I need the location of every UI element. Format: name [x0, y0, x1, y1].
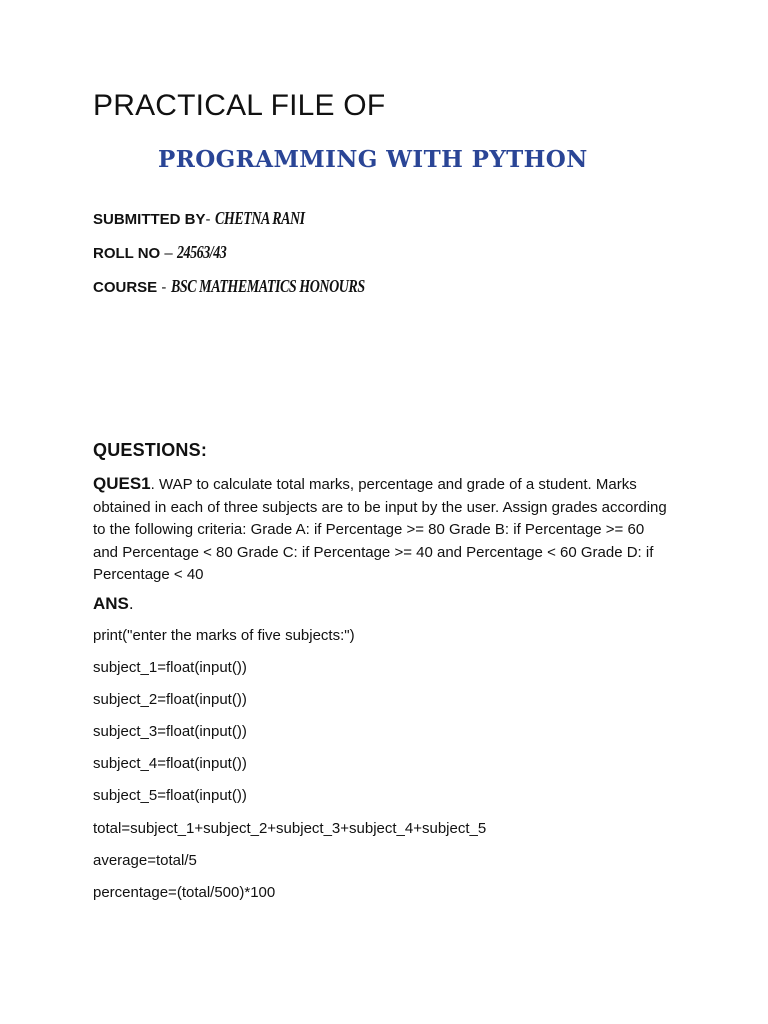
course-row — [93, 276, 419, 297]
code-line: average=total/5 — [93, 851, 197, 869]
answer-label: ANS — [93, 594, 129, 613]
document-title: PRACTICAL FILE OF — [93, 89, 386, 122]
code-line: percentage=(total/500)*100 — [93, 883, 276, 901]
submitted-by-row — [93, 208, 330, 229]
roll-number-row — [93, 242, 240, 263]
code-line: total=subject_1+subject_2+subject_3+subject_4+subject_5 — [93, 819, 487, 837]
answer-label-dot: . — [128, 594, 134, 613]
code-line: print("enter the marks of five subjects:") — [93, 627, 355, 644]
document-subtitle: PROGRAMMING WITH PYTHON — [158, 146, 588, 173]
code-line: subject_5=float(input()) — [93, 787, 247, 805]
course-value: BSC MATHEMATICS HONOURS — [170, 276, 365, 296]
question-1 — [93, 473, 668, 587]
submitted-by-value: CHETNA RANI — [214, 208, 305, 228]
code-line: subject_3=float(input()) — [93, 723, 247, 741]
submitted-by-separator: - — [205, 211, 211, 228]
code-line: subject_2=float(input()) — [93, 691, 247, 709]
roll-number-separator: – — [164, 245, 173, 262]
question-1-label: QUES1 — [93, 474, 151, 493]
roll-number-value: 24563/43 — [176, 242, 227, 262]
code-line: subject_1=float(input()) — [93, 659, 247, 677]
code-line: subject_4=float(input()) — [93, 755, 247, 773]
submitted-by-label: SUBMITTED BY — [93, 211, 206, 228]
course-separator: - — [161, 279, 167, 296]
python-code-answer — [93, 626, 486, 915]
questions-heading: QUESTIONS: — [93, 440, 208, 460]
roll-number-label: ROLL NO — [93, 245, 161, 262]
course-label: COURSE — [93, 279, 158, 296]
answer-heading — [93, 594, 134, 614]
question-1-text: . WAP to calculate total marks, percentage and grade of a student. Marks obtained in each of three subjects are to be input by the user. Assign grades according to the following criteria: Grade A: if Percentage >= 80 Grade B: if Percentage >= 60 and Percentage < 80 Grade C: if Percentage >= 40 and Percentage < 60 Grade D: if Percentage < 40 — [93, 476, 667, 584]
